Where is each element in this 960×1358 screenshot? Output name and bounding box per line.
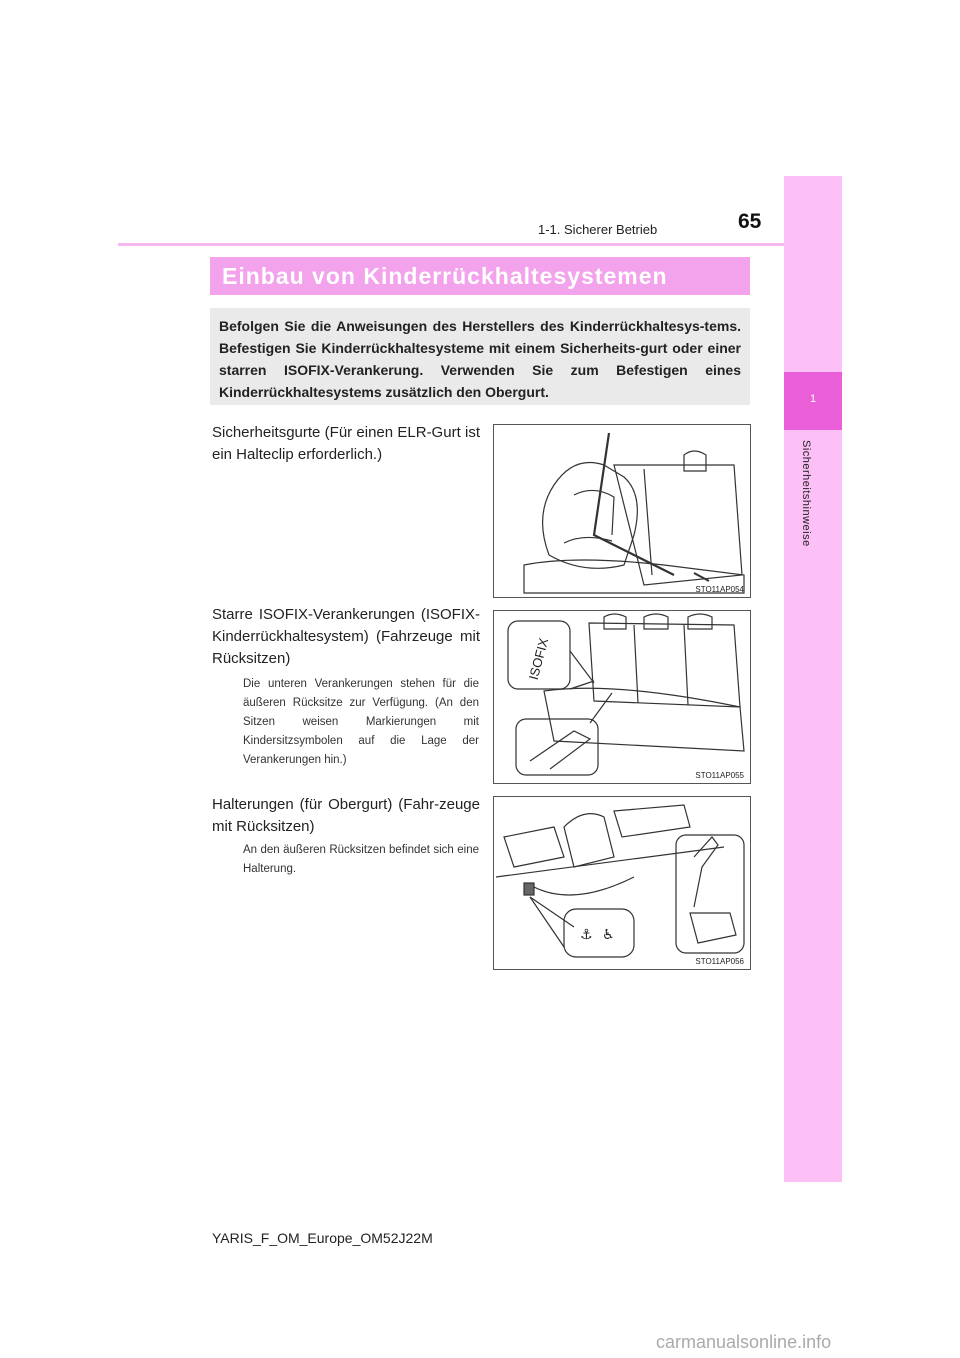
watermark: carmanualsonline.info xyxy=(656,1332,832,1352)
child-seat-icon: ♿ xyxy=(602,927,615,943)
page-title: Einbau von Kinderrückhaltesystemen xyxy=(222,263,668,289)
page-number: 65 xyxy=(738,210,762,233)
chapter-side-tab xyxy=(784,176,842,1182)
section-reference: 1-1. Sicherer Betrieb xyxy=(538,222,658,237)
item-heading-top-tether: Halterungen (für Obergurt) (Fahr-zeuge mit Rücksitzen) xyxy=(212,796,480,835)
figure-code: STO11AP054 xyxy=(695,585,744,594)
item-note-top-tether: An den äußeren Rücksitzen befindet sich eine Halterung. xyxy=(243,844,479,875)
figure-code: STO11AP056 xyxy=(695,957,744,966)
seatbelt-illustration xyxy=(494,425,750,597)
item-note-isofix: Die unteren Verankerungen stehen für die äußeren Rücksitze zur Verfügung. (An den Sitzen weisen Markierungen mit Kindersitzsymbolen auf die Lage der Verankerungen hin.) xyxy=(243,678,479,766)
header-rule xyxy=(118,243,784,246)
document-footer: YARIS_F_OM_Europe_OM52J22M xyxy=(212,1230,433,1246)
intro-text: Befolgen Sie die Anweisungen des Herstellers des Kinderrückhaltesys-tems. Befestigen Sie Kinderrückhaltesysteme mit einem Sicherheits-gurt oder einer starren ISOFIX-Verankerung. Verwenden Sie zum Befestigen eines Kinderrückhaltesystems zusätzlich den Obergurt. xyxy=(219,318,741,400)
top-tether-illustration xyxy=(494,797,750,969)
chapter-number: 1 xyxy=(809,393,817,405)
figure-isofix-anchors xyxy=(493,610,751,784)
isofix-illustration xyxy=(494,611,750,783)
figure-code: STO11AP055 xyxy=(695,771,744,780)
item-heading-seatbelts: Sicherheitsgurte (Für einen ELR-Gurt ist ein Halteclip erforderlich.) xyxy=(212,424,480,463)
chapter-title: Sicherheitshinweise xyxy=(800,440,812,547)
anchor-icon: ⚓ xyxy=(580,927,593,943)
figure-top-tether-anchor xyxy=(493,796,751,970)
figure-seatbelt-child-seat xyxy=(493,424,751,598)
isofix-label: ISOFIX xyxy=(525,636,552,682)
item-heading-isofix: Starre ISOFIX-Verankerungen (ISOFIX-Kinderrückhaltesystem) (Fahrzeuge mit Rücksitzen) xyxy=(212,606,480,667)
